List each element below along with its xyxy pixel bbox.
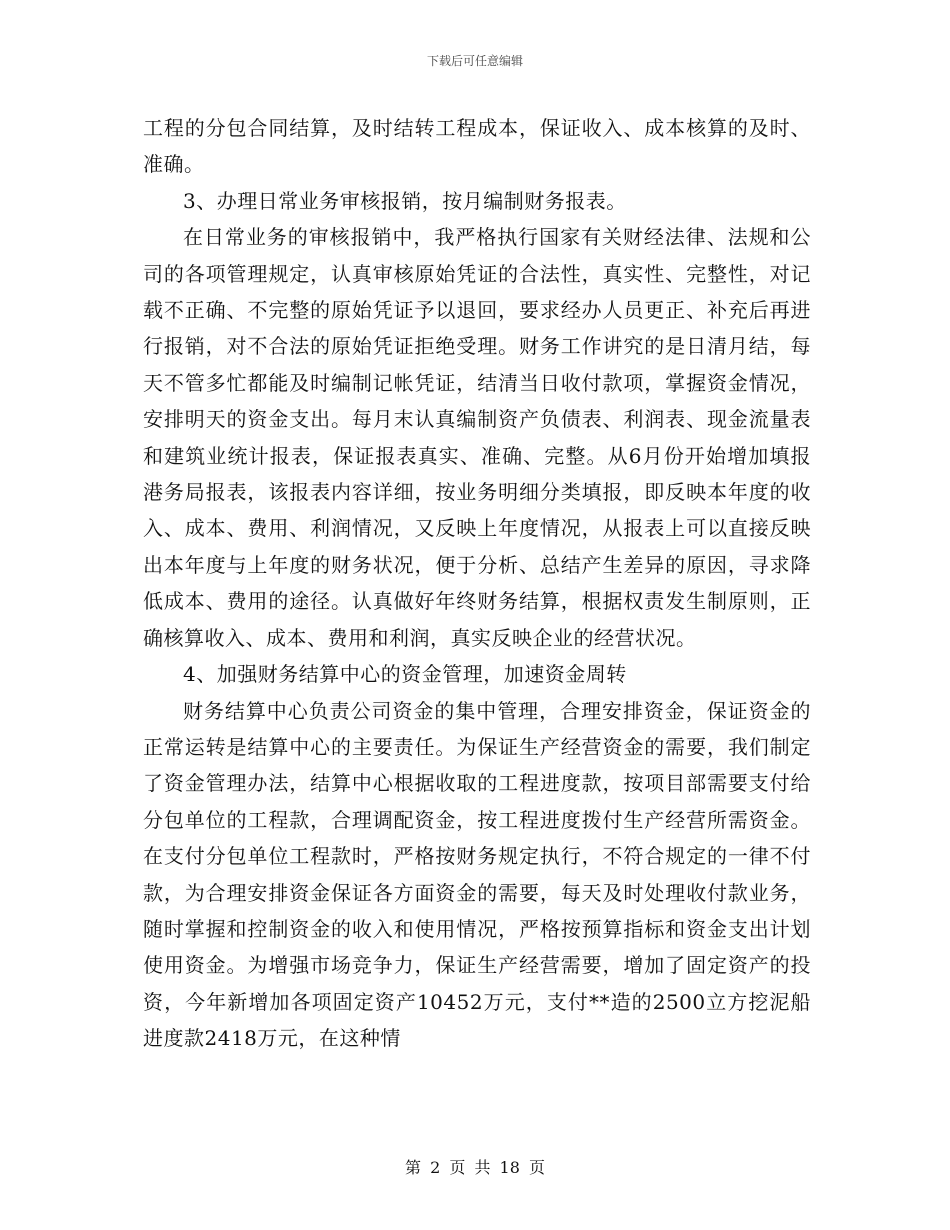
paragraph-5: 财务结算中心负责公司资金的集中管理，合理安排资金，保证资金的正常运转是结算中心的主要责任。为保证生产经营资金的需要，我们制定了资金管理办法，结算中心根据收取的工程进度款，按项目部需要支付给分包单位的工程款，合理调配资金，按工程进度拨付生产经营所需资金。在支付分包单位工程款时，严格按财务规定执行，不符合规定的一律不付款，为合理安排资金保证各方面资金的需要，每天及时处理收付款业务，随时掌握和控制资金的收入和使用情况，严格按预算指标和资金支出计划使用资金。为增强市场竞争力，保证生产经营需要，增加了固定资产的投资，今年新增加各项固定资产10452万元，支付**造的2500立方挖泥船进度款2418万元，在这种情: [143, 698, 811, 1051]
paragraph-3: 在日常业务的审核报销中，我严格执行国家有关财经法律、法规和公司的各项管理规定，认真审核原始凭证的合法性，真实性、完整性，对记载不正确、不完整的原始凭证予以退回，要求经办人员更正、补充后再进行报销，对不合法的原始凭证拒绝受理。财务工作讲究的是日清月结，每天不管多忙都能及时编制记帐凭证，结清当日收付款项，掌握资金情况，安排明天的资金支出。每月末认真编制资产负债表、利润表、现金流量表和建筑业统计报表，保证报表真实、准确、完整。从6月份开始增加填报港务局报表，该报表内容详细，按业务明细分类填报，即反映本年度的收入、成本、费用、利润情况，又反映上年度情况，从报表上可以直接反映出本年度与上年度的财务状况，便于分析、总结产生差异的原因，寻求降低成本、费用的途径。认真做好年终财务结算，根据权责发生制原则，正确核算收入、成本、费用和利润，真实反映企业的经营状况。: [143, 225, 811, 650]
paragraph-4-heading: 4、加强财务结算中心的资金管理，加速资金周转: [183, 662, 627, 687]
document-body: [143, 110, 811, 1057]
page-footer: 第 2 页 共 18 页: [405, 1158, 545, 1177]
page-header: 下载后可任意编辑: [426, 54, 523, 68]
paragraph-1: 工程的分包合同结算，及时结转工程成本，保证收入、成本核算的及时、准确。: [143, 116, 811, 177]
paragraph-2-heading: 3、办理日常业务审核报销，按月编制财务报表。: [183, 188, 627, 213]
